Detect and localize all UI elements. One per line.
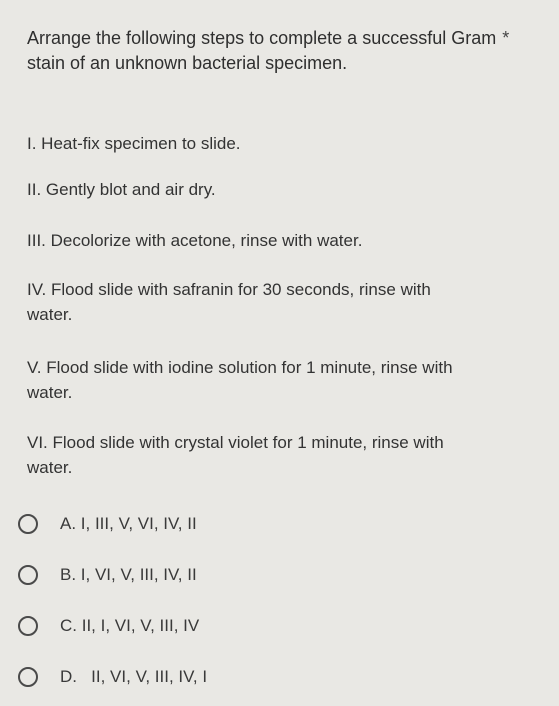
radio-button-b[interactable]: [18, 565, 38, 585]
step-6-text-cont: water.: [27, 458, 73, 477]
step-5-text-cont: water.: [27, 383, 73, 402]
option-b-label: B. I, VI, V, III, IV, II: [60, 565, 197, 584]
step-2-text: II. Gently blot and air dry.: [27, 180, 216, 199]
step-6: [27, 430, 557, 480]
radio-button-a[interactable]: [18, 514, 38, 534]
option-c[interactable]: [18, 613, 199, 639]
option-d-label: D. II, VI, V, III, IV, I: [60, 667, 208, 686]
option-d[interactable]: [18, 664, 207, 690]
question-title: [27, 26, 557, 76]
question-title-line1: Arrange the following steps to complete a successful Gram: [27, 28, 497, 48]
step-6-text: VI. Flood slide with crystal violet for 1 minute, rinse with: [27, 433, 444, 452]
step-1: [27, 131, 557, 156]
step-4: [27, 277, 557, 327]
step-4-text-cont: water.: [27, 305, 73, 324]
step-3-text: III. Decolorize with acetone, rinse with water.: [27, 231, 363, 250]
step-4-text: IV. Flood slide with safranin for 30 seconds, rinse with: [27, 280, 431, 299]
option-a[interactable]: [18, 511, 197, 537]
step-5: [27, 355, 557, 405]
step-1-text: I. Heat-fix specimen to slide.: [27, 134, 241, 153]
option-c-label: C. II, I, VI, V, III, IV: [60, 616, 200, 635]
step-2: [27, 177, 557, 202]
step-5-text: V. Flood slide with iodine solution for 1 minute, rinse with: [27, 358, 453, 377]
question-card: [18, 0, 559, 706]
question-title-line2: stain of an unknown bacterial specimen.: [27, 53, 348, 73]
required-asterisk: *: [502, 28, 510, 48]
radio-button-d[interactable]: [18, 667, 38, 687]
option-b[interactable]: [18, 562, 197, 588]
option-a-label: A. I, III, V, VI, IV, II: [60, 514, 197, 533]
radio-button-c[interactable]: [18, 616, 38, 636]
step-3: [27, 228, 557, 253]
